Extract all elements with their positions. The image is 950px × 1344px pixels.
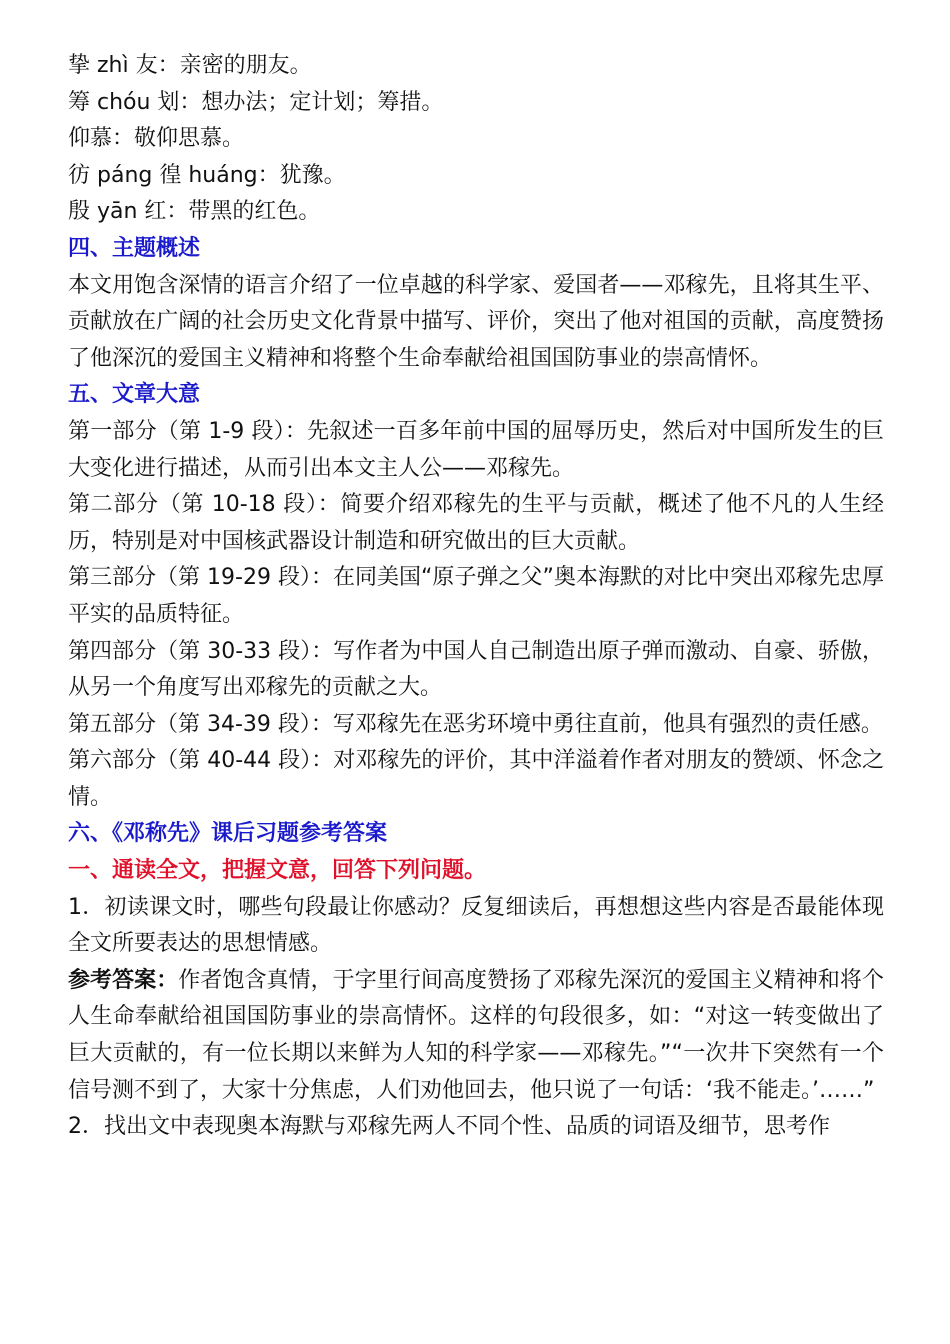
answer-label: 参考答案：: [68, 967, 179, 993]
answer-text: 作者饱含真情，于字里行间高度赞扬了邓稼先深沉的爱国主义精神和将个人生命奉献给祖国国防事业的崇高情怀。这样的句段很多，如：“对这一转变做出了巨大贡献的，有一位长期以来鲜为人知的科学家——邓稼先。”“一次井下突然有一个信号测不到了，大家十分焦虑，人们劝他回去，他只说了一句话：‘我不能走。’……”: [68, 967, 884, 1103]
question-1: 1．初读课文时，哪些句段最让你感动？反复细读后，再想想这些内容是否最能体现全文所要表达的思想情感。: [68, 894, 884, 957]
question-2: 2．找出文中表现奥本海默与邓稼先两人不同个性、品质的词语及细节，思考作: [68, 1114, 830, 1140]
summary-part: 第一部分（第 1-9 段）：先叙述一百多年前中国的屈辱历史，然后对中国所发生的巨大变化进行描述，从而引出本文主人公——邓稼先。: [68, 418, 884, 481]
vocab-item: 彷 páng 徨 huáng：犹豫。: [68, 162, 346, 188]
vocab-item: 殷 yān 红：带黑的红色。: [68, 199, 321, 225]
document-page: [68, 48, 884, 1146]
theme-paragraph: 本文用饱含深情的语言介绍了一位卓越的科学家、爱国者——邓稼先，且将其生平、贡献放在广阔的社会历史文化背景中描写、评价，突出了他对祖国的贡献，高度赞扬了他深沉的爱国主义精神和将整个生命奉献给祖国国防事业的崇高情怀。: [68, 272, 884, 371]
exercise-heading: 一、通读全文，把握文意，回答下列问题。: [68, 858, 487, 884]
summary-part: 第四部分（第 30-33 段）：写作者为中国人自己制造出原子弹而激动、自豪、骄傲，从另一个角度写出邓稼先的贡献之大。: [68, 638, 884, 701]
section-heading-answers: 六、《邓称先》课后习题参考答案: [68, 821, 388, 847]
summary-part: 第六部分（第 40-44 段）：对邓稼先的评价，其中洋溢着作者对朋友的赞颂、怀念之情。: [68, 748, 884, 810]
vocab-item: 挚 zhì 友：亲密的朋友。: [68, 53, 312, 78]
section-heading-theme: 四、主题概述: [68, 235, 201, 261]
summary-part: 第二部分（第 10-18 段）：简要介绍邓稼先的生平与贡献，概述了他不凡的人生经历，特别是对中国核武器设计制造和研究做出的巨大贡献。: [68, 492, 884, 554]
summary-part: 第五部分（第 34-39 段）：写邓稼先在恶劣环境中勇往直前，他具有强烈的责任感。: [68, 711, 883, 737]
answer-1: [68, 963, 884, 1109]
vocab-item: 筹 chóu 划：想办法；定计划；筹措。: [68, 89, 444, 115]
summary-part: 第三部分（第 19-29 段）：在同美国“原子弹之父”奥本海默的对比中突出邓稼先忠厚平实的品质特征。: [68, 565, 884, 627]
vocab-item: 仰慕：敬仰思慕。: [68, 126, 245, 152]
section-heading-summary: 五、文章大意: [68, 382, 201, 408]
